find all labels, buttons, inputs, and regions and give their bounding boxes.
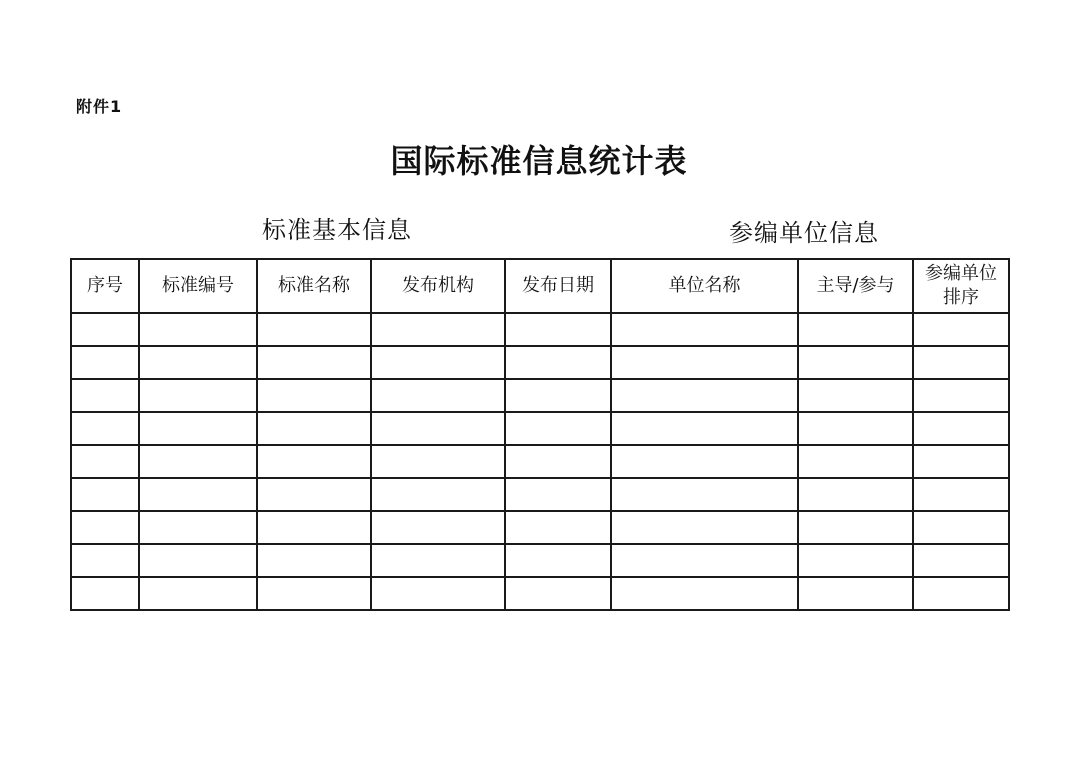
table-cell[interactable] [611,577,798,610]
table-cell[interactable] [798,346,913,379]
table-cell[interactable] [71,445,139,478]
table-cell[interactable] [257,577,371,610]
table-cell[interactable] [71,412,139,445]
table-cell[interactable] [611,412,798,445]
header-publish-date: 发布日期 [505,259,611,313]
table-cell[interactable] [913,478,1009,511]
table-cell[interactable] [139,511,257,544]
table-cell[interactable] [798,478,913,511]
header-standard-number: 标准编号 [139,259,257,313]
table-cell[interactable] [913,511,1009,544]
table-cell[interactable] [611,478,798,511]
table-cell[interactable] [371,313,505,346]
table-cell[interactable] [257,445,371,478]
table-cell[interactable] [371,577,505,610]
table-cell[interactable] [611,445,798,478]
table-cell[interactable] [913,346,1009,379]
table-cell[interactable] [371,412,505,445]
table-cell[interactable] [798,511,913,544]
header-role: 主导/参与 [798,259,913,313]
table-row [71,511,1009,544]
table-row [71,379,1009,412]
table-cell[interactable] [505,346,611,379]
table-cell[interactable] [798,379,913,412]
table-cell[interactable] [798,313,913,346]
header-unit-rank [913,259,1009,313]
table-cell[interactable] [139,445,257,478]
table-row [71,346,1009,379]
section-heading-unit-info: 参编单位信息 [729,219,879,247]
table-cell[interactable] [257,544,371,577]
table-cell[interactable] [257,511,371,544]
page-title: 国际标准信息统计表 [390,142,688,180]
table-cell[interactable] [71,577,139,610]
table-cell[interactable] [505,313,611,346]
table-row [71,313,1009,346]
table-cell[interactable] [71,478,139,511]
table-cell[interactable] [257,379,371,412]
table-cell[interactable] [505,412,611,445]
table-row [71,544,1009,577]
table-cell[interactable] [139,544,257,577]
table-cell[interactable] [611,544,798,577]
table-cell[interactable] [257,478,371,511]
table-cell[interactable] [371,445,505,478]
table-cell[interactable] [71,346,139,379]
table-cell[interactable] [798,445,913,478]
table-row [71,412,1009,445]
table-cell[interactable] [139,577,257,610]
table-row [71,577,1009,610]
attachment-label: 附件1 [76,97,123,116]
table-cell[interactable] [71,379,139,412]
table-cell[interactable] [371,478,505,511]
table-cell[interactable] [505,445,611,478]
table-row [71,445,1009,478]
table-header-row [71,259,1009,313]
header-seq: 序号 [71,259,139,313]
table-cell[interactable] [371,511,505,544]
table-cell[interactable] [71,511,139,544]
table-cell[interactable] [505,544,611,577]
table-cell[interactable] [371,346,505,379]
table-cell[interactable] [913,544,1009,577]
table-body [71,313,1009,610]
table-cell[interactable] [139,478,257,511]
table-cell[interactable] [71,313,139,346]
table-cell[interactable] [505,577,611,610]
table-cell[interactable] [798,544,913,577]
header-unit-rank-line2: 排序 [943,287,979,308]
section-heading-standard-info: 标准基本信息 [262,216,412,244]
table-cell[interactable] [139,313,257,346]
table-cell[interactable] [611,346,798,379]
header-standard-name: 标准名称 [257,259,371,313]
table-cell[interactable] [71,544,139,577]
table-cell[interactable] [505,478,611,511]
table-cell[interactable] [505,379,611,412]
table-cell[interactable] [913,379,1009,412]
table-cell[interactable] [611,511,798,544]
table-cell[interactable] [913,577,1009,610]
header-unit-name: 单位名称 [611,259,798,313]
table-row [71,478,1009,511]
table-cell[interactable] [371,544,505,577]
table-cell[interactable] [505,511,611,544]
statistics-table [70,258,1010,611]
table-cell[interactable] [913,313,1009,346]
header-unit-rank-line1: 参编单位 [925,263,997,284]
header-publisher: 发布机构 [371,259,505,313]
table-cell[interactable] [257,412,371,445]
table-cell[interactable] [798,577,913,610]
table-cell[interactable] [913,412,1009,445]
table-cell[interactable] [611,379,798,412]
table-cell[interactable] [371,379,505,412]
table-cell[interactable] [913,445,1009,478]
table-cell[interactable] [798,412,913,445]
table-cell[interactable] [139,346,257,379]
table-cell[interactable] [257,313,371,346]
table-cell[interactable] [257,346,371,379]
table-cell[interactable] [139,412,257,445]
table-cell[interactable] [139,379,257,412]
table-cell[interactable] [611,313,798,346]
